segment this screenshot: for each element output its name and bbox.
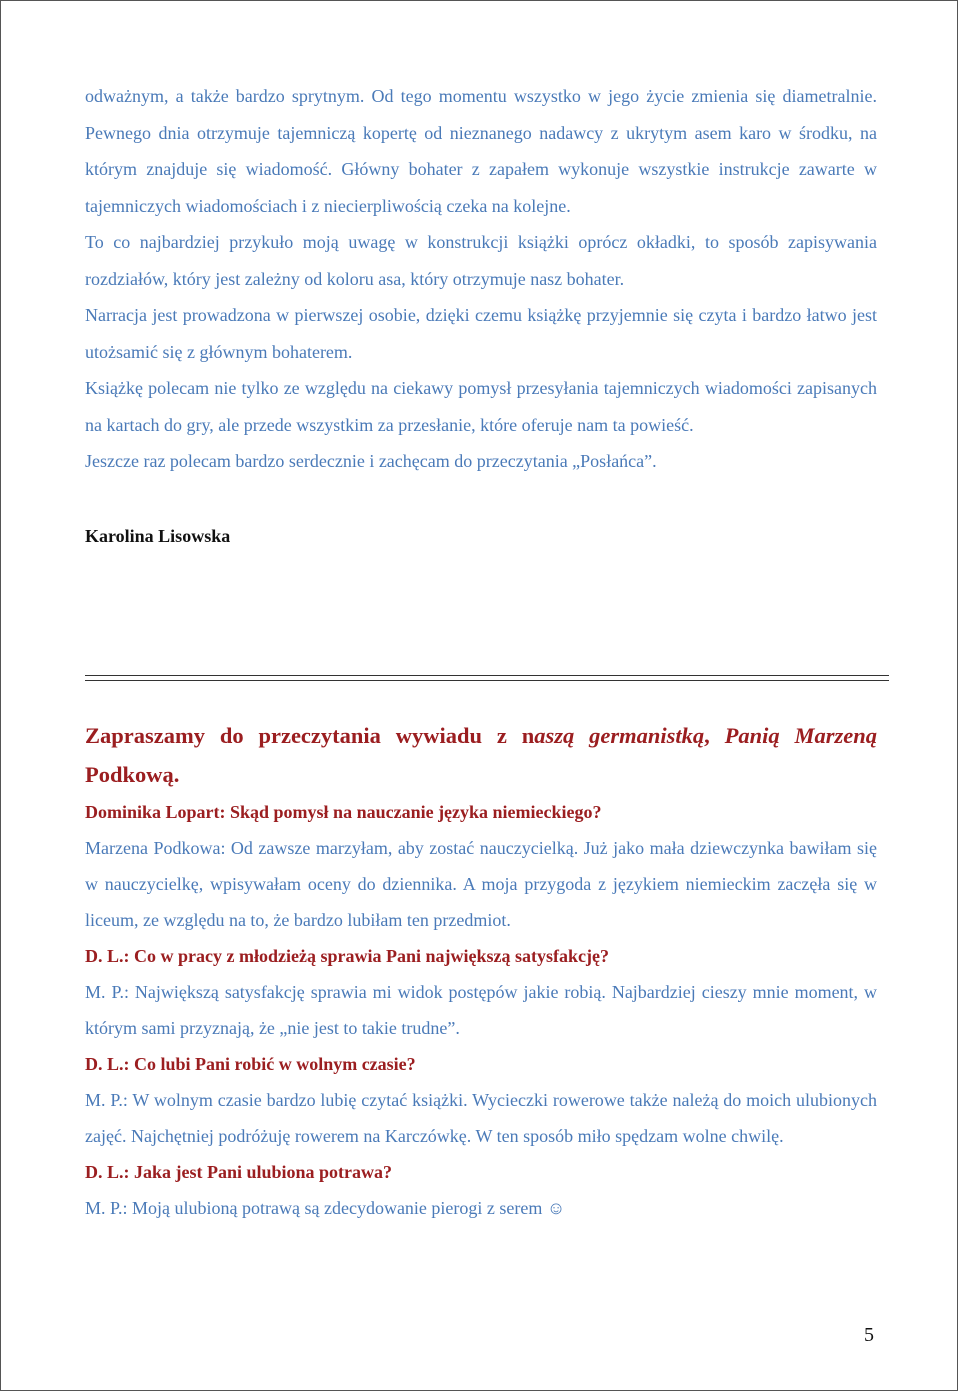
page-number: 5 bbox=[864, 1324, 874, 1346]
review-paragraph-5: Jeszcze raz polecam bardzo serdecznie i zachęcam do przeczytania „Posłańca”. bbox=[85, 451, 657, 471]
book-review bbox=[85, 78, 877, 554]
heading-part-1: Zapraszamy do przeczytania wywiadu z n bbox=[85, 723, 535, 748]
interview-question: D. L.: Co w pracy z młodzieżą sprawia Pani największą satysfakcję? bbox=[85, 946, 609, 966]
interview-question: Dominika Lopart: Skąd pomysł na nauczanie języka niemieckiego? bbox=[85, 802, 602, 822]
review-paragraph-3: Narracja jest prowadzona w pierwszej osobie, dzięki czemu książkę przyjemnie się czyta i bardzo łatwo jest utożsamić się z głównym bohaterem. bbox=[85, 305, 877, 362]
review-paragraph-4: Książkę polecam nie tylko ze względu na ciekawy pomysł przesyłania tajemniczych wiadomości zapisanych na kartach do gry, ale przede wszystkim za przesłanie, które oferuje nam ta powieść. bbox=[85, 378, 877, 435]
section-divider bbox=[85, 675, 889, 681]
review-paragraph-2: To co najbardziej przykuło moją uwagę w konstrukcji książki oprócz okładki, to sposób zapisywania rozdziałów, który jest zależny od koloru asa, który otrzymuje nasz bohater. bbox=[85, 232, 877, 289]
interview-section bbox=[85, 716, 877, 1226]
heading-part-5: Podkową. bbox=[85, 762, 180, 787]
interview-question: D. L.: Co lubi Pani robić w wolnym czasie? bbox=[85, 1054, 416, 1074]
interview-answer: Marzena Podkowa: Od zawsze marzyłam, aby zostać nauczycielką. Już jako mała dziewczynka bawiłam się w nauczycielkę, wpisywałam oceny do dziennika. A moja przygoda z językiem niemieckim zaczęła się w liceum, ze względu na to, że bardzo lubiłam ten przedmiot. bbox=[85, 838, 877, 930]
heading-part-2: aszą germanistką bbox=[534, 723, 705, 748]
review-author: Karolina Lisowska bbox=[85, 525, 231, 546]
interview-heading bbox=[85, 716, 877, 794]
interview-qa bbox=[85, 794, 877, 1226]
heading-part-4: Panią Marzeną bbox=[724, 723, 878, 748]
heading-part-3: , bbox=[704, 723, 725, 748]
review-paragraph-1: odważnym, a także bardzo sprytnym. Od tego momentu wszystko w jego życie zmienia się diametralnie. Pewnego dnia otrzymuje tajemniczą kopertę od nieznanego nadawcy z ukrytym asem karo w środku, na którym znajduje się wiadomość. Główny bohater z zapałem wykonuje wszystkie instrukcje zawarte w tajemniczych wiadomościach i z niecierpliwością czeka na kolejne. bbox=[85, 86, 877, 216]
interview-answer: M. P.: Największą satysfakcję sprawia mi widok postępów jakie robią. Najbardziej cieszy mnie moment, w którym sami przyznają, że „nie jest to takie trudne”. bbox=[85, 982, 877, 1038]
interview-answer: M. P.: W wolnym czasie bardzo lubię czytać książki. Wycieczki rowerowe także należą do moich ulubionych zajęć. Najchętniej podróżuję rowerem na Karczówkę. W ten sposób miło spędzam wolne chwilę. bbox=[85, 1090, 877, 1146]
interview-question: D. L.: Jaka jest Pani ulubiona potrawa? bbox=[85, 1162, 393, 1182]
interview-answer: M. P.: Moją ulubioną potrawą są zdecydowanie pierogi z serem ☺ bbox=[85, 1198, 566, 1218]
